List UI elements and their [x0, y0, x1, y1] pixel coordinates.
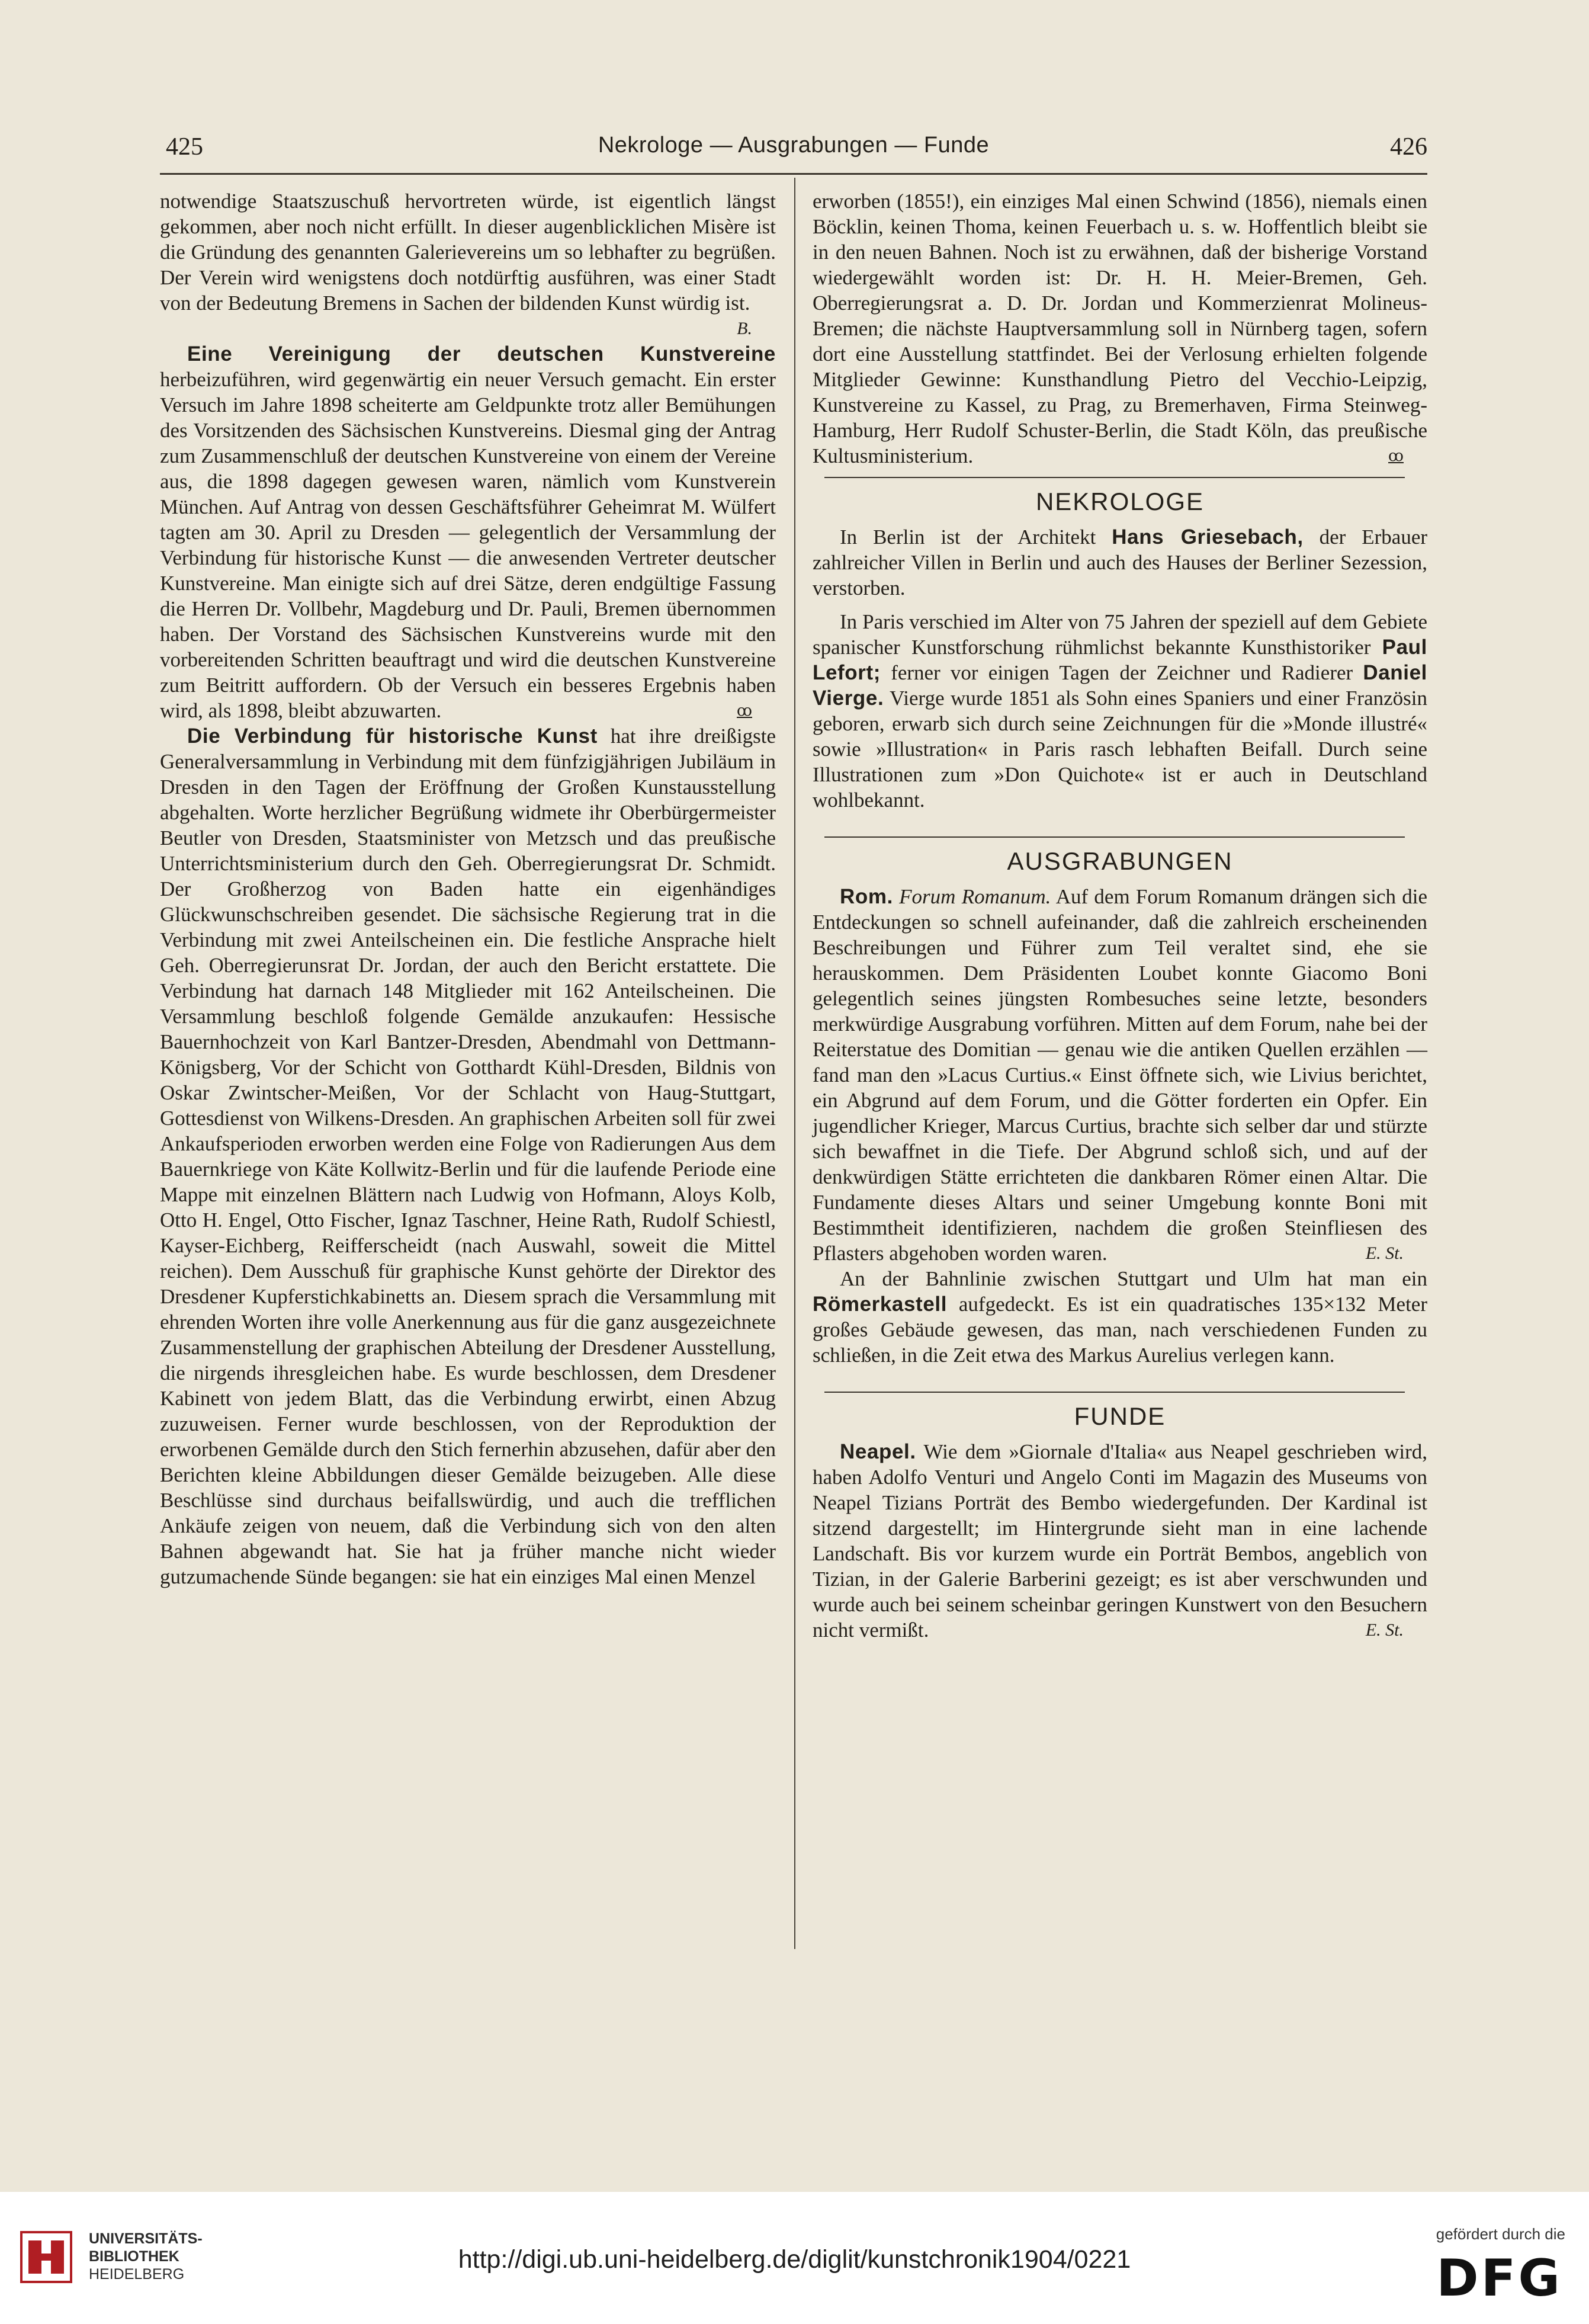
heading-ausgrabungen: AUSGRABUNGEN — [1007, 847, 1233, 875]
paragraph-kunstvereine — [160, 341, 776, 723]
signature-est-1: E. St. — [1365, 1243, 1404, 1263]
verbindung-text: hat ihre dreißigste Generalversammlung in Verbindung mit dem fünfzigjährigen Jubiläum in Dresden in den Tagen der Eröffnung der Großen Kunstausstellung abgehalten. Worte herzlicher Begrüßung widmete ihr Oberbürgermeister Beutler von Dresden, Staatsminister von Metzsch und das preußische Unterrichtsministerium durch den Geh. Oberregierungsrat Dr. Schmidt. Der Großherzog von Baden hatte ein eigenhändiges Glückwunschschreiben gesendet. Die sächsische Regierung trat in die Verbindung mit zwei Anteilscheinen ein. Die festliche Ansprache hielt Geh. Oberregierunsrat Dr. Jordan, der auch den Bericht erstattete. Die Verbindung hat darnach 148 Mitglieder mit 162 Anteilscheinen. Die Versammlung beschloß folgende Gemälde anzukaufen: Hessische Bauernhochzeit von Karl Bantzer-Dresden, Abendmahl von Dettmann-Königsberg, Vor der Schicht von Gotthardt Kühl-Dresden, Bildnis von Oskar Zwintscher-Meißen, Vor der Schlacht von Haug-Stuttgart, Gottesdienst von Wilkens-Dresden. An graphischen Arbeiten soll für zwei Ankaufsperioden erworben werden eine Folge von Radierungen Aus dem Bauernkriege von Käte Kollwitz-Berlin und für die laufende Periode eine Mappe mit einzelnen Blättern nach Ludwig von Hofmann, Aloys Kolb, Otto H. Engel, Otto Fischer, Ignaz Taschner, Heine Rath, Rudolf Schiestl, Kayser-Eichberg, Reifferscheidt (nach Auswahl, soweit die Mittel reichen). Dem Ausschuß für graphische Kunst gehörte der Direktor des Dresdener Kupferstichkabinetts an. Diesem sprach die Versammlung mit ehrenden Worten ihre volle Anerkennung aus für die ganz ausgezeichnete Zusammenstellung der graphischen Abteilung der Dresdener Ausstellung, die nirgends ihresgleichen habe. Es wurde beschlossen, dem Dresdener Kabinett von jedem Blatt, das die Verbindung erwirbt, einen Abzug zuzuweisen. Ferner wurde beschlossen, von der Reproduktion der erworbenen Gemälde durch den Stich fernerhin abzusehen, dafür aber den Berichten kleine Abbildungen dieser Gemälde beizugeben. Alle diese Beschlüsse sind durchaus beifallswürdig, und auch die trefflichen Ankäufe zeigen von neuem, daß die Verbindung sich von den alten Bahnen abgewandt hat. Sie hat ja früher manche nicht wieder gutzumachende Sünde begangen: sie hat ein einziges Mal einen Menzel — [160, 725, 776, 1588]
griesebach-text-b: der Erbauer zahlreicher Villen in Berlin und auch des Hauses der Berliner Sezession, verstorben. — [813, 525, 1428, 600]
continuation-text: erworben (1855!), ein einziges Mal einen Schwind (1856), niemals einen Böcklin, keinen Thoma, keinen Feuerbach u. s. w. Hoffentlich bleibt sie in den neuen Bahnen. Noch ist zu erwähnen, daß der bisherige Vorstand wiedergewählt worden ist: Dr. H. H. Meier-Bremen, Geh. Oberregierungsrat a. D. Dr. Jordan und Kommerzienrat Molineus-Bremen; die nächste Hauptversammlung soll in Nürnberg tagen, sofern dort eine Ausstellung stattfindet. Bei der Verlosung erhielten folgende Mitglieder Gewinne: Kunsthandlung Pietro del Vecchio-Leipzig, Kunstvereine zu Kassel, zu Prag, zu Bremerhaven, Firma Steinweg-Hamburg, Herr Rudolf Schuster-Berlin, die Stadt Köln, das preußische Kultusministerium. — [813, 190, 1427, 467]
lefort-text-a: In Paris verschied im Alter von 75 Jahren der speziell auf dem Gebiete spanischer Kunstforschung rühmlichst bekannte Kunsthistoriker — [813, 610, 1427, 659]
lefort-text-b: ferner vor einigen Tagen der Zeichner und Radierer — [881, 661, 1363, 684]
rom-text: Auf dem Forum Romanum drängen sich die Entdeckungen so schnell aufeinander, daß die zahlreich erscheinenden Beschreibungen und Führer zum Teil veraltet sind, ehe sie herauskommen. Dem Präsidenten Loubet konnte Giacomo Boni gelegentlich seines jüngsten Rombesuches seine letzte, besonders merkwürdige Ausgrabung vorführen. Mitten auf dem Forum, nahe bei der Reiterstatue des Domitian — genau wie die antiken Quellen erzählen — fand man den »Lacus Curtius.« Einst öffnete sich, wie Livius berichtet, ein Abgrund auf dem Forum, und die Götter forderten ein Opfer. Ein jugendlicher Krieger, Marcus Curtius, brachte sich selber dar und stürzte sich bewaffnet in die Tiefe. Der Abgrund schloß sich, und auf der denkwürdigen Stätte errichteten die dankbaren Römer einen Altar. Die Fundamente dieses Altars und seiner Umgebung konnte Boni mit Bestimmtheit identifizieren, nachdem die großen Steinfliesen des Pflasters abgehoben worden waren. — [813, 885, 1427, 1265]
rom-lead: Rom. — [840, 885, 893, 908]
name-vierge: Daniel Vierge. — [813, 661, 1427, 710]
right-column — [813, 188, 1427, 1643]
griesebach-text-a: In Berlin ist der Architekt — [840, 525, 1112, 549]
verbindung-lead: Die Verbindung für historische Kunst — [187, 725, 598, 748]
name-lefort: Paul Lefort; — [813, 636, 1427, 684]
page-number-right: 426 — [1390, 133, 1427, 161]
digitization-footer — [0, 2192, 1589, 2324]
section-mark-icon: ꝏ — [1388, 447, 1404, 464]
signature-b: B. — [737, 319, 752, 338]
name-roemerkastell: Römerkastell — [813, 1293, 948, 1316]
kastell-text-b: aufgedeckt. Es ist ein quadratisches 135×132 Meter großes Gebäude gewesen, das man, nach verschiedenen Funden zu schließen, in die Zeit etwa des Markus Aurelius verlegen kann. — [813, 1293, 1427, 1367]
section-rule — [824, 477, 1405, 478]
funded-by-caption: gefördert durch die — [1436, 2225, 1565, 2243]
paragraph-griesebach — [813, 524, 1427, 601]
library-line-2: BIBLIOTHEK — [89, 2248, 179, 2265]
library-line-3: HEIDELBERG — [89, 2266, 185, 2283]
paragraph-continuation — [813, 188, 1427, 469]
heading-nekrologe: NEKROLOGE — [1035, 488, 1205, 515]
section-mark-icon: ꝏ — [737, 702, 752, 719]
left-column — [160, 188, 776, 1589]
name-griesebach: Hans Griesebach, — [1112, 525, 1304, 549]
rom-subtitle: Forum Romanum. — [899, 885, 1051, 908]
paragraph-bremen-text: notwendige Staatszuschuß hervortreten würde, ist eigentlich längst gekommen, aber noch nicht erfüllt. In dieser augenblicklichen Misère ist die Gründung des genannten Galerievereins um so lebhafter zu begrüßen. Der Verein wird wenigstens doch notdürftig ausführen, was einer Stadt von der Bedeutung Bremens in Sachen der bildenden Kunst würdig ist. — [160, 190, 776, 315]
running-header — [160, 124, 1427, 166]
permalink-url[interactable]: http://digi.ub.uni-heidelberg.de/diglit/kunstchronik1904/0221 — [458, 2245, 1131, 2274]
kunstvereine-lead: Eine Vereinigung der deutschen Kunstvereine — [187, 342, 776, 366]
paragraph-roemerkastell — [813, 1266, 1427, 1368]
paragraph-lefort-vierge — [813, 609, 1427, 813]
page-number-left: 425 — [166, 133, 203, 161]
paragraph-verbindung — [160, 723, 776, 1589]
running-title: Nekrologe — Ausgrabungen — Funde — [598, 133, 990, 158]
paragraph-neapel — [813, 1439, 1427, 1643]
heading-funde: FUNDE — [1074, 1402, 1166, 1430]
kastell-text-a: An der Bahnlinie zwischen Stuttgart und Ulm hat man ein — [840, 1267, 1427, 1290]
section-rule — [824, 1392, 1405, 1393]
neapel-lead: Neapel. — [840, 1440, 916, 1463]
paragraph-rom — [813, 884, 1427, 1266]
library-line-1: UNIVERSITÄTS- — [89, 2230, 203, 2247]
paragraph-bremen — [160, 188, 776, 338]
vierge-text: Vierge wurde 1851 als Sohn eines Spaniers und einer Französin geboren, erwarb sich durch seine Zeichnungen für die »Monde illustré« sowie »Illustration« in Paris rasch lebhaften Beifall. Durch seine Illustrationen zum »Don Quichote« ist er auch in Deutschland wohlbekannt. — [813, 687, 1427, 812]
neapel-text: Wie dem »Giornale d'Italia« aus Neapel geschrieben wird, haben Adolfo Venturi und Angelo Conti im Magazin des Museums von Neapel Tizians Porträt des Bembo wiedergefunden. Der Kardinal ist sitzend dargestellt; im Hintergrunde sieht man in eine lachende Landschaft. Bis vor kurzem wurde ein Porträt Bembos, angeblich von Tizian, in der Galerie Barberini gezeigt; es ist aber verschwunden und wurde auch bei seinem scheinbar geringen Kunstwert von den Besuchern nicht vermißt. — [813, 1440, 1427, 1642]
header-rule — [160, 173, 1427, 175]
column-divider — [794, 178, 795, 1949]
signature-est-2: E. St. — [1365, 1620, 1404, 1640]
kunstvereine-text: herbeizuführen, wird gegenwärtig ein neuer Versuch gemacht. Ein erster Versuch im Jahre 1898 scheiterte am Geldpunkte trotz aller Bemühungen des Vorsitzenden des Sächsischen Kunstvereins. Diesmal ging der Antrag zum Zusammenschluß der deutschen Kunstvereine von einem der Vereine aus, die 1898 dagegen gewesen waren, nämlich vom Kunstverein München. Auf Antrag von dessen Geschäftsführer Geheimrat M. Wülfert tagten am 30. April zu Dresden — gelegentlich der Versammlung der Verbindung für historische Kunst — die anwesenden Vertreter deutscher Kunstvereine. Man einigte sich auf drei Sätze, deren endgültige Fassung die Herren Dr. Vollbehr, Magdeburg und Dr. Pauli, Bremen übernommen haben. Der Vorstand des Sächsischen Kunstvereins wurde mit den vorbereitenden Schritten beauftragt und wird die deutschen Kunstvereine zum Beitritt auffordern. Ob der Versuch ein besseres Ergebnis haben wird, als 1898, bleibt abzuwarten. — [160, 368, 776, 722]
section-rule — [824, 836, 1405, 838]
dfg-logo: DFG — [1436, 2249, 1562, 2308]
